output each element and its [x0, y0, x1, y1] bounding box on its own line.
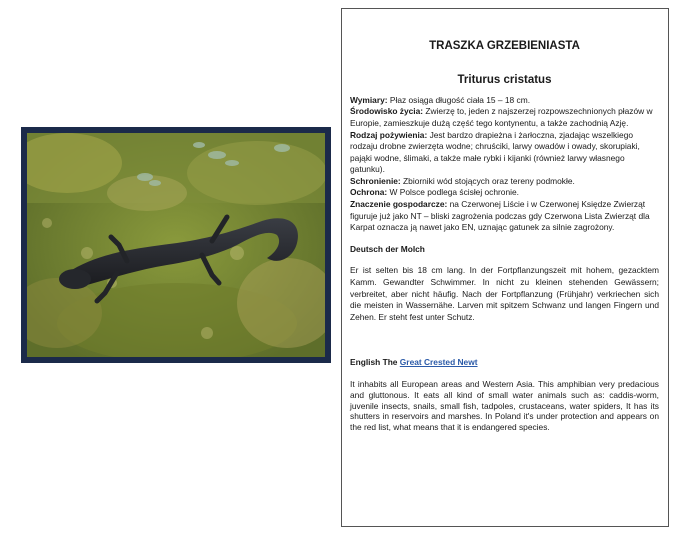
english-text: It inhabits all European areas and Western Asia. This amphibian very predacious and gluttonous. It eats all kind of small water animals such as: caddis-worm, juvenile insects, snails, small fish, tadpoles, crustaceans, water spiders, It has its shutters in reservoirs and marshes. In Poland it's under protection and appears on the red list, what means that it is endangered species.	[350, 379, 659, 432]
moss-background-illustration	[27, 133, 325, 357]
german-heading: Deutsch der Molch	[350, 243, 425, 254]
entry-text: Płaz osiąga długość ciała 15 – 18 cm.	[387, 94, 531, 105]
entry-economic	[350, 199, 659, 234]
entry-text: Zbiorniki wód stojących oraz tereny podmokłe.	[400, 175, 575, 186]
entry-protection	[350, 187, 659, 199]
english-heading-prefix: English The	[350, 357, 400, 368]
latin-name: Triturus cristatus	[457, 73, 552, 86]
entry-text: W Polsce podlega ścisłej ochronie.	[387, 187, 519, 198]
entry-text: Zwierzę to, jeden z najszerzej rozpowszechnionych płazów w Europie, zamieszkuje dużą część tego kontynentu, a także zachodnią Azję.	[350, 106, 653, 128]
entry-habitat	[350, 106, 659, 129]
entry-text: na Czerwonej Liście i w Czerwonej Księdze Zwierząt figuruje już jako NT – bliski zagrożenia podczas gdy Czerwona Lista Zwierząt dla Karpat oznacza ją nawet jako EN, uznając gatunek za silnie zagrożony.	[350, 199, 650, 233]
entry-label: Rodzaj pożywienia:	[350, 129, 428, 140]
entry-dimensions	[350, 95, 659, 107]
salamander-photo	[27, 133, 325, 357]
entry-label: Znaczenie gospodarcze:	[350, 199, 448, 210]
german-text: Er ist selten bis 18 cm lang. In der Fortpflanzungszeit mit hohem, gezacktem Kamm. Gewandter Schwimmer. In nicht zu kleinen stehenden Gewässern; verbreitet, aber nicht häufig. Nach der Fortpflanzung (Frühjahr) verkriechen sich die meisten in Wassernähe. Larven mit spitzem Schwanz und langen Fingern und Zehen. Er steht fest unter Schutz.	[350, 265, 659, 322]
entry-shelter	[350, 176, 659, 188]
entry-text: Jest bardzo drapieżna i żarłoczna, zjadając wszelkiego rodzaju drobne zwierzęta wodne; chruściki, larwy owadów i owady, skorupiaki, pająki wodne, ślimaki, a także małe rybki i kijanki (również larwy własnego gatunku).	[350, 129, 640, 175]
entry-food	[350, 130, 659, 176]
photo-frame	[21, 127, 331, 363]
english-heading	[350, 357, 659, 369]
entry-label: Schronienie:	[350, 175, 401, 186]
entry-label: Ochrona:	[350, 187, 388, 198]
info-card	[341, 8, 669, 527]
great-crested-newt-link[interactable]: Great Crested Newt	[399, 357, 478, 368]
entry-label: Wymiary:	[350, 94, 388, 105]
card-title: TRASZKA GRZEBIENIASTA	[429, 40, 580, 52]
entry-label: Środowisko życia:	[350, 106, 424, 117]
